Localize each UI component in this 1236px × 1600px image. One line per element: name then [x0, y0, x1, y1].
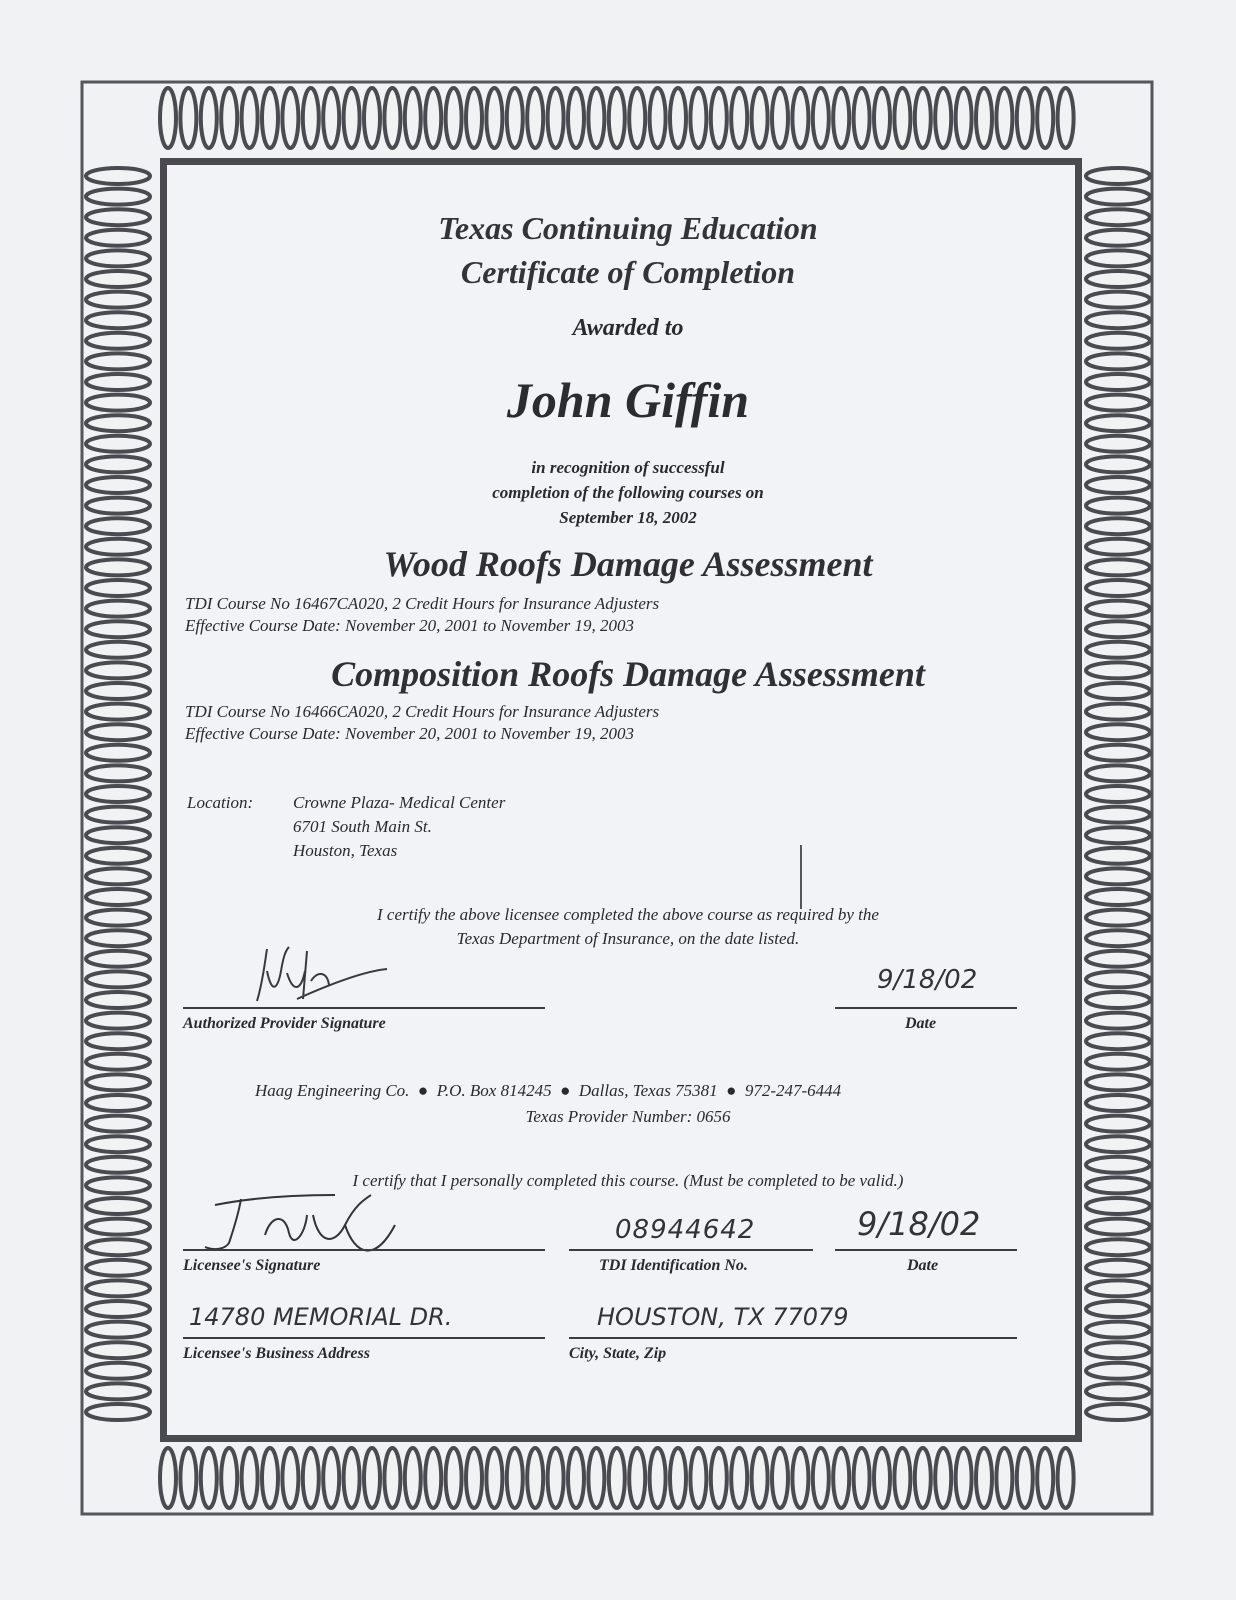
provider-po-box: P.O. Box 814245	[436, 1081, 552, 1100]
border-loop	[86, 1116, 150, 1132]
border-loop	[1086, 621, 1150, 637]
border-loop	[588, 1448, 604, 1508]
location-label: Location:	[187, 793, 254, 812]
border-loop	[1086, 951, 1150, 967]
border-loop	[629, 88, 645, 148]
border-loop	[915, 88, 931, 148]
border-loop	[1086, 292, 1150, 308]
provider-phone: 972-247-6444	[744, 1081, 842, 1100]
border-loop	[262, 88, 278, 148]
location-line2: 6701 South Main St.	[293, 817, 432, 836]
border-loop	[1086, 1363, 1150, 1379]
border-loop	[609, 1448, 625, 1508]
licensee-signature-scribble	[195, 1185, 425, 1265]
border-loop	[1086, 539, 1150, 555]
border-loop	[86, 848, 150, 864]
border-loop	[1086, 1157, 1150, 1173]
border-loop	[86, 1280, 150, 1296]
tdi-id-label: TDI Identification No.	[599, 1257, 748, 1274]
address-line	[183, 1337, 545, 1339]
border-loop	[1086, 1322, 1150, 1338]
border-loop	[731, 1448, 747, 1508]
border-loop	[1086, 807, 1150, 823]
provider-number: Texas Provider Number: 0656	[525, 1107, 731, 1126]
border-loop	[425, 88, 441, 148]
border-loop	[670, 88, 686, 148]
border-loop	[1086, 415, 1150, 431]
tdi-id-value: 08944642	[615, 1215, 756, 1245]
border-loop	[629, 1448, 645, 1508]
border-loop	[1037, 1448, 1053, 1508]
border-loop	[160, 1448, 176, 1508]
border-loop	[527, 88, 543, 148]
border-loop	[486, 1448, 502, 1508]
border-loop	[772, 88, 788, 148]
border-loop	[86, 1404, 150, 1420]
border-loop	[86, 559, 150, 575]
border-loop	[1086, 765, 1150, 781]
border-loop	[86, 230, 150, 246]
border-loop	[1086, 559, 1150, 575]
border-loop	[86, 1074, 150, 1090]
border-loop	[282, 88, 298, 148]
border-loop	[1086, 209, 1150, 225]
border-loop	[854, 1448, 870, 1508]
border-loop	[86, 662, 150, 678]
border-loop	[1086, 1136, 1150, 1152]
border-loop	[935, 1448, 951, 1508]
border-loop	[86, 209, 150, 225]
border-loop	[86, 1033, 150, 1049]
border-loop	[86, 1219, 150, 1235]
border-loop	[854, 88, 870, 148]
recipient-name: John Giffin	[506, 372, 750, 428]
border-loop	[262, 1448, 278, 1508]
border-loop	[1086, 889, 1150, 905]
provider-date-line	[835, 1007, 1017, 1009]
border-loop	[446, 1448, 462, 1508]
border-loop	[86, 1383, 150, 1399]
border-loop	[996, 88, 1012, 148]
border-loop	[833, 88, 849, 148]
border-loop	[1086, 745, 1150, 761]
border-loop	[405, 1448, 421, 1508]
border-loop	[1086, 971, 1150, 987]
border-loop	[752, 1448, 768, 1508]
border-loop	[956, 1448, 972, 1508]
border-loop	[670, 1448, 686, 1508]
border-loop	[86, 786, 150, 802]
licensee-signature-label: Licensee's Signature	[183, 1257, 321, 1274]
border-loop	[86, 374, 150, 390]
provider-date-value: 9/18/02	[877, 965, 978, 995]
border-loop	[976, 1448, 992, 1508]
border-loop	[86, 827, 150, 843]
border-loop	[364, 88, 380, 148]
course-2-effective: Effective Course Date: November 20, 2001 to November 19, 2003	[185, 724, 634, 743]
border-loop	[221, 1448, 237, 1508]
border-loop	[1037, 88, 1053, 148]
border-loop	[1086, 250, 1150, 266]
border-loop	[1086, 662, 1150, 678]
border-loop	[1086, 930, 1150, 946]
border-loop	[86, 1301, 150, 1317]
bullet-icon: ●	[721, 1081, 741, 1100]
border-loop	[303, 88, 319, 148]
border-loop	[711, 88, 727, 148]
border-loop	[323, 88, 339, 148]
course-1-number: TDI Course No 16467CA020, 2 Credit Hours for Insurance Adjusters	[185, 594, 660, 613]
border-loop	[1086, 580, 1150, 596]
provider-signature-scribble	[237, 941, 397, 1011]
border-loop	[1086, 827, 1150, 843]
licensee-date-line	[835, 1249, 1017, 1251]
city-line	[569, 1337, 1017, 1339]
border-loop	[1086, 436, 1150, 452]
border-loop	[86, 765, 150, 781]
border-loop	[527, 1448, 543, 1508]
border-loop	[1086, 724, 1150, 740]
border-loop	[833, 1448, 849, 1508]
border-loop	[588, 88, 604, 148]
border-loop	[180, 88, 196, 148]
border-loop	[86, 1322, 150, 1338]
course-2-title: Composition Roofs Damage Assessment	[331, 654, 925, 694]
border-loop	[86, 518, 150, 534]
city-value: HOUSTON, TX 77079	[597, 1303, 849, 1331]
address-label: Licensee's Business Address	[183, 1345, 370, 1362]
border-loop	[1086, 230, 1150, 246]
border-loop	[86, 1198, 150, 1214]
border-loop	[1086, 1383, 1150, 1399]
stray-mark	[800, 845, 802, 909]
border-loop	[1086, 1404, 1150, 1420]
border-loop	[86, 1157, 150, 1173]
licensee-date-label: Date	[907, 1257, 939, 1274]
provider-signature-line	[183, 1007, 545, 1009]
provider-certify-line2: Texas Department of Insurance, on the date listed.	[456, 929, 800, 948]
border-loop	[915, 1448, 931, 1508]
border-loop	[731, 88, 747, 148]
border-loop	[1086, 601, 1150, 617]
provider-certify-line1: I certify the above licensee completed the above course as required by the	[377, 905, 879, 924]
border-loop	[1086, 271, 1150, 287]
recognition-line2: completion of the following courses on	[492, 483, 764, 502]
border-loop	[1086, 1013, 1150, 1029]
heading-line2: Certificate of Completion	[460, 254, 796, 290]
border-loop	[1086, 477, 1150, 493]
border-loop	[548, 1448, 564, 1508]
border-loop	[86, 704, 150, 720]
recognition-line1: in recognition of successful	[531, 458, 725, 477]
location-line1: Crowne Plaza- Medical Center	[293, 793, 506, 812]
border-loop	[1086, 992, 1150, 1008]
border-loop	[86, 456, 150, 472]
border-loop	[86, 724, 150, 740]
certificate-body	[160, 158, 1082, 1442]
border-loop	[86, 395, 150, 411]
border-loop	[1086, 786, 1150, 802]
border-loop	[507, 1448, 523, 1508]
border-loop	[242, 1448, 258, 1508]
border-loop	[86, 910, 150, 926]
border-loop	[935, 88, 951, 148]
border-loop	[242, 88, 258, 148]
border-loop	[1086, 1177, 1150, 1193]
border-loop	[1058, 1448, 1074, 1508]
border-loop	[1086, 1074, 1150, 1090]
licensee-date-value: 9/18/02	[857, 1205, 981, 1243]
border-loop	[1086, 1095, 1150, 1111]
border-loop	[690, 1448, 706, 1508]
border-loop	[466, 88, 482, 148]
licensee-certify-text: I certify that I personally completed this course. (Must be completed to be valid.)	[352, 1171, 904, 1190]
border-loop	[1086, 910, 1150, 926]
border-loop	[86, 1177, 150, 1193]
border-loop	[1086, 312, 1150, 328]
border-loop	[690, 88, 706, 148]
border-loop	[1086, 1116, 1150, 1132]
border-loop	[792, 88, 808, 148]
border-loop	[86, 807, 150, 823]
border-loop	[874, 88, 890, 148]
border-loop	[1086, 1239, 1150, 1255]
border-loop	[86, 683, 150, 699]
border-loop	[1086, 868, 1150, 884]
border-loop	[1017, 88, 1033, 148]
border-loop	[1086, 1054, 1150, 1070]
border-loop	[1086, 374, 1150, 390]
border-loop	[1086, 333, 1150, 349]
border-loop	[466, 1448, 482, 1508]
border-loop	[86, 1342, 150, 1358]
border-loop	[1086, 1342, 1150, 1358]
border-loop	[86, 951, 150, 967]
border-loop	[86, 1136, 150, 1152]
border-loop	[86, 436, 150, 452]
border-loop	[86, 1260, 150, 1276]
city-label: City, State, Zip	[569, 1345, 667, 1362]
border-loop	[894, 1448, 910, 1508]
border-loop	[996, 1448, 1012, 1508]
border-loop	[86, 312, 150, 328]
border-loop	[1017, 1448, 1033, 1508]
border-loop	[86, 621, 150, 637]
border-loop	[1086, 168, 1150, 184]
border-loop	[323, 1448, 339, 1508]
border-loop	[405, 88, 421, 148]
border-loop	[1086, 456, 1150, 472]
border-loop	[486, 88, 502, 148]
border-loop	[1086, 1260, 1150, 1276]
border-loop	[86, 992, 150, 1008]
tdi-id-line	[569, 1249, 813, 1251]
border-loop	[86, 271, 150, 287]
border-loop	[344, 88, 360, 148]
border-loop	[86, 250, 150, 266]
provider-info-line	[255, 1079, 1035, 1103]
border-loop	[384, 1448, 400, 1508]
border-loop	[86, 1363, 150, 1379]
border-loop	[86, 745, 150, 761]
border-loop	[86, 539, 150, 555]
border-loop	[344, 1448, 360, 1508]
border-loop	[976, 88, 992, 148]
border-loop	[568, 1448, 584, 1508]
border-loop	[1086, 518, 1150, 534]
border-loop	[86, 353, 150, 369]
border-loop	[384, 88, 400, 148]
awarded-to: Awarded to	[572, 315, 684, 341]
border-loop	[86, 1054, 150, 1070]
border-loop	[86, 601, 150, 617]
border-loop	[772, 1448, 788, 1508]
border-loop	[86, 1239, 150, 1255]
border-loop	[1086, 1198, 1150, 1214]
completion-date: September 18, 2002	[559, 508, 697, 527]
border-loop	[86, 889, 150, 905]
heading-line1: Texas Continuing Education	[438, 210, 818, 246]
border-loop	[609, 88, 625, 148]
border-loop	[1086, 1301, 1150, 1317]
border-loop	[86, 189, 150, 205]
location-line3: Houston, Texas	[293, 841, 398, 860]
provider-city: Dallas, Texas 75381	[578, 1081, 718, 1100]
border-loop	[364, 1448, 380, 1508]
bullet-icon: ●	[555, 1081, 575, 1100]
border-loop	[894, 88, 910, 148]
licensee-signature-line	[183, 1249, 545, 1251]
border-loop	[1086, 189, 1150, 205]
border-loop	[86, 1013, 150, 1029]
border-loop	[221, 88, 237, 148]
provider-signature-label: Authorized Provider Signature	[183, 1015, 386, 1032]
border-loop	[86, 333, 150, 349]
border-loop	[86, 971, 150, 987]
border-loop	[813, 88, 829, 148]
border-loop	[201, 1448, 217, 1508]
border-loop	[86, 168, 150, 184]
border-loop	[86, 498, 150, 514]
border-loop	[1086, 642, 1150, 658]
border-loop	[86, 642, 150, 658]
border-loop	[446, 88, 462, 148]
border-loop	[86, 415, 150, 431]
border-loop	[1086, 848, 1150, 864]
border-loop	[1086, 1219, 1150, 1235]
border-loop	[1086, 1033, 1150, 1049]
provider-company: Haag Engineering Co.	[255, 1081, 410, 1100]
border-loop	[86, 868, 150, 884]
border-loop	[1058, 88, 1074, 148]
border-loop	[650, 1448, 666, 1508]
border-loop	[303, 1448, 319, 1508]
border-loop	[86, 1095, 150, 1111]
border-loop	[874, 1448, 890, 1508]
border-loop	[86, 930, 150, 946]
border-loop	[86, 292, 150, 308]
border-loop	[813, 1448, 829, 1508]
course-1-effective: Effective Course Date: November 20, 2001 to November 19, 2003	[185, 616, 634, 635]
border-loop	[1086, 353, 1150, 369]
border-loop	[425, 1448, 441, 1508]
border-loop	[1086, 704, 1150, 720]
address-value: 14780 MEMORIAL DR.	[189, 1303, 453, 1331]
border-loop	[711, 1448, 727, 1508]
border-loop	[180, 1448, 196, 1508]
border-loop	[1086, 395, 1150, 411]
border-loop	[86, 477, 150, 493]
border-loop	[282, 1448, 298, 1508]
border-loop	[956, 88, 972, 148]
course-1-title: Wood Roofs Damage Assessment	[383, 544, 873, 584]
border-loop	[650, 88, 666, 148]
border-loop	[548, 88, 564, 148]
border-loop	[1086, 683, 1150, 699]
border-loop	[160, 88, 176, 148]
provider-date-label: Date	[905, 1015, 937, 1032]
border-loop	[201, 88, 217, 148]
border-loop	[1086, 498, 1150, 514]
border-loop	[507, 88, 523, 148]
border-loop	[568, 88, 584, 148]
border-loop	[752, 88, 768, 148]
course-2-number: TDI Course No 16466CA020, 2 Credit Hours for Insurance Adjusters	[185, 702, 660, 721]
bullet-icon: ●	[413, 1081, 433, 1100]
border-loop	[792, 1448, 808, 1508]
border-loop	[1086, 1280, 1150, 1296]
border-loop	[86, 580, 150, 596]
